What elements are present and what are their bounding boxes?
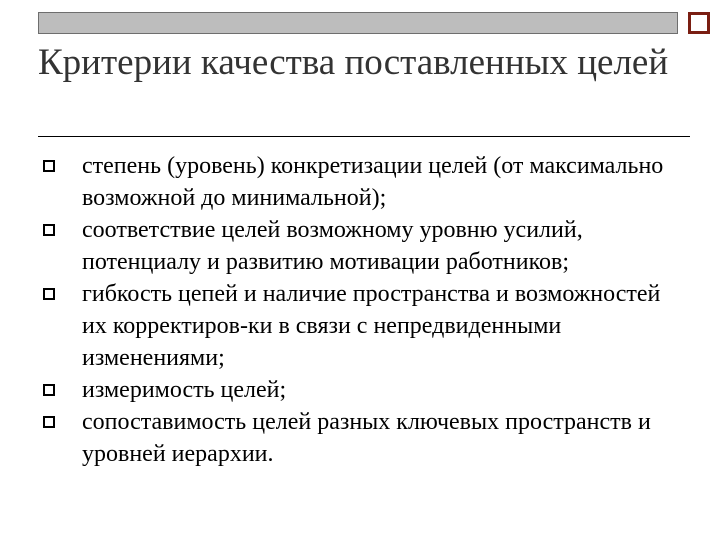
list-item (38, 406, 678, 470)
list-item (38, 278, 678, 374)
hollow-square-bullet-icon (43, 224, 55, 236)
hollow-square-bullet-icon (43, 384, 55, 396)
decorative-top-bar (38, 12, 678, 34)
list-item (38, 374, 678, 406)
title-divider (38, 136, 690, 137)
list-item-text: степень (уровень) конкретизации целей (от максимально возможной до минимальной); (82, 153, 664, 211)
list-item-text: соответствие целей возможному уровню усилий, потенциалу и развитию мотивации работников; (82, 217, 583, 275)
corner-inner-square-icon (691, 15, 707, 31)
hollow-square-bullet-icon (43, 160, 55, 172)
list-item (38, 214, 678, 278)
list-item (38, 150, 678, 214)
slide-title: Критерии качества поставленных целей (38, 42, 669, 83)
criteria-list (38, 150, 678, 470)
list-item-text: измеримость целей; (82, 377, 287, 403)
list-item-text: сопоставимость целей разных ключевых пространств и уровней иерархии. (82, 409, 651, 467)
hollow-square-bullet-icon (43, 416, 55, 428)
list-item-text: гибкость цепей и наличие пространства и возможностей их корректиров-ки в связи с непредвиденными изменениями; (82, 281, 661, 371)
hollow-square-bullet-icon (43, 288, 55, 300)
